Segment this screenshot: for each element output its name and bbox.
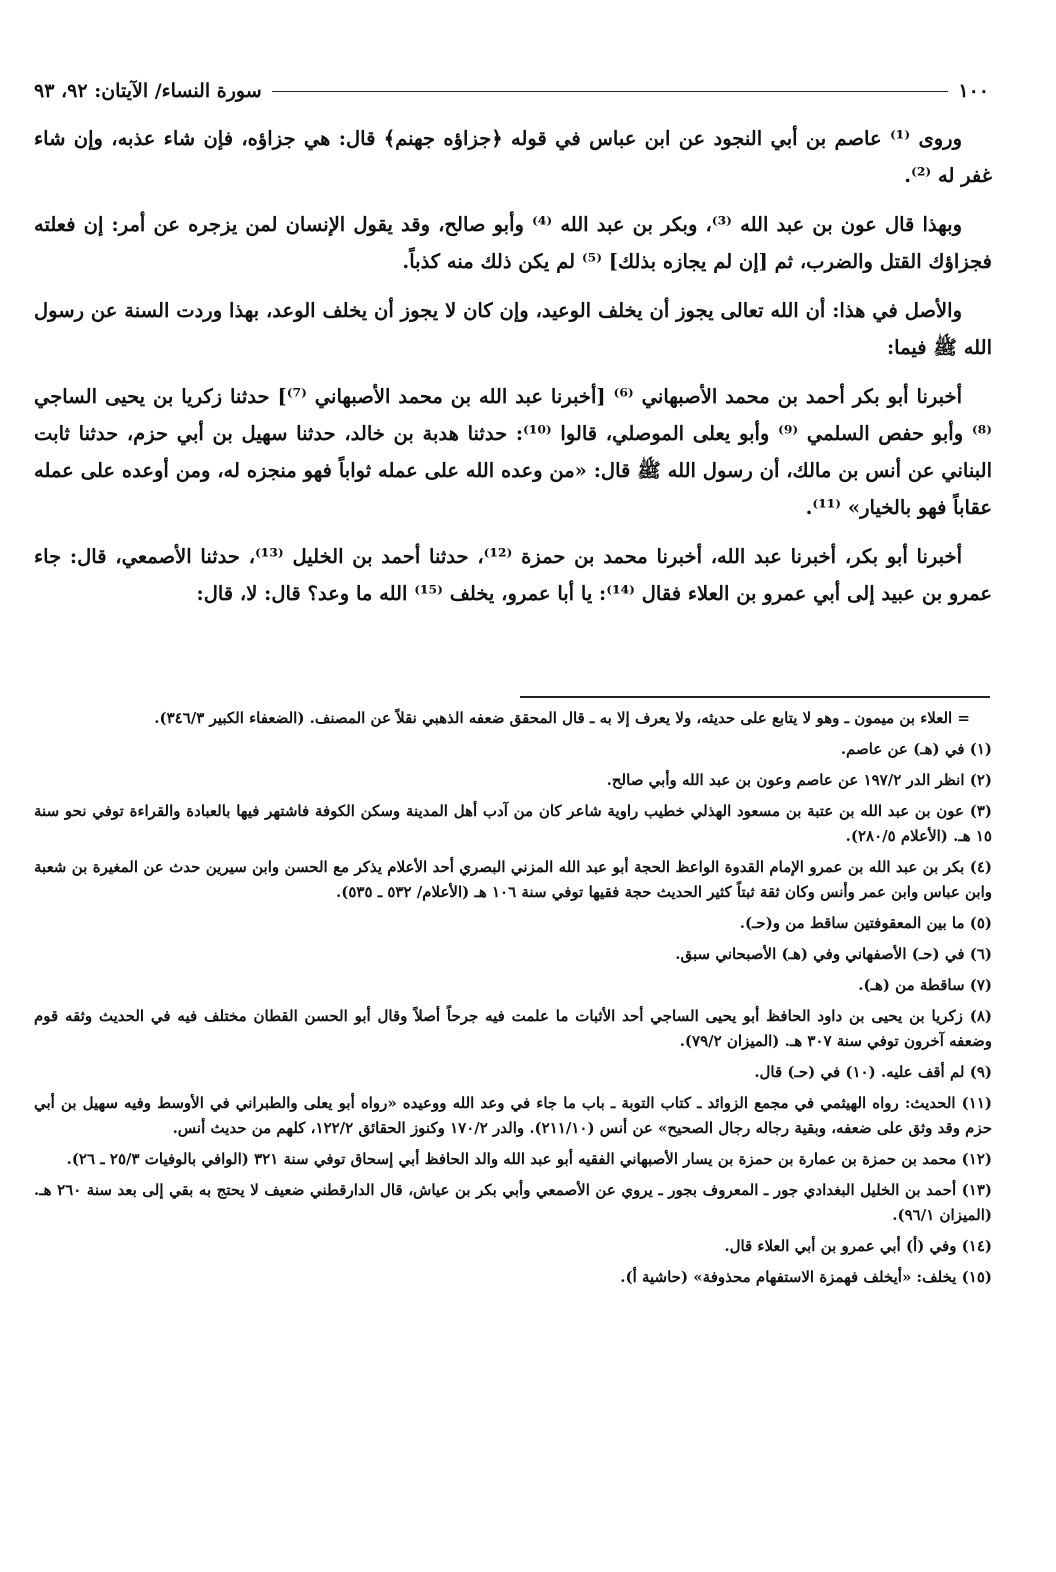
paragraph: أخبرنا أبو بكر أحمد بن محمد الأصبهاني ⁽⁶⁾ [أخبرنا عبد الله بن محمد الأصبهاني ⁽⁷⁾] حدثنا زكريا بن يحيى الساجي ⁽⁸⁾ وأبو حفص السلمي ⁽⁹⁾ وأبو يعلى الموصلي، قالوا ⁽¹⁰⁾: حدثنا هدبة بن خالد، حدثنا سهيل بن أبي حزم، حدثنا ثابت البناني عن أنس بن مالك، أن رسول الله ﷺ قال: «من وعده الله على عمله ثواباً فهو منجزه له، ومن أوعده على عمله عقاباً فهو بالخيار» ⁽¹¹⁾. xyxy=(34,385,992,519)
paragraph: أخبرنا أبو بكر، أخبرنا عبد الله، أخبرنا محمد بن حمزة ⁽¹²⁾، حدثنا أحمد بن الخليل ⁽¹³⁾، حدثنا الأصمعي، قال: جاء عمرو بن عبيد إلى أبي عمرو بن العلاء فقال ⁽¹⁴⁾: يا أبا عمرو، يخلف ⁽¹⁵⁾ الله ما وعد؟ قال: لا، قال: xyxy=(34,545,992,605)
footnote: (٧) ساقطة من (هـ). xyxy=(858,976,992,994)
page-number: ١٠٠ xyxy=(958,80,989,102)
footnote: (١٥) يخلف: «أيخلف فهمزة الاستفهام محذوفة» (حاشية أ). xyxy=(620,1268,992,1286)
footnote: (٥) ما بين المعقوفتين ساقط من و(حـ). xyxy=(739,914,992,932)
footnote: (١) في (هـ) عن عاصم. xyxy=(840,740,992,758)
footnote: (٤) بكر بن عبد الله بن عمرو الإمام القدوة الواعظ الحجة أبو عبد الله المزني البصري أحد الأعلام يذكر مع الحسن وابن سيرين حدث عن المغيرة بن شعبة وابن عباس وابن عمر وأنس وكان ثقة ثبتاً كثير الحديث حجة فقيها توفي سنة ١٠٦ هـ (الأعلام/ ٥٣٢ ـ ٥٣٥). xyxy=(34,858,992,901)
paragraph: والأصل في هذا: أن الله تعالى يجوز أن يخلف الوعيد، وإن كان لا يجوز أن يخلف الوعد، بهذا وردت السنة عن رسول الله ﷺ فيما: xyxy=(34,299,992,359)
paragraph: وروى ⁽¹⁾ عاصم بن أبي النجود عن ابن عباس في قوله ﴿جزاؤه جهنم﴾ قال: هي جزاؤه، فإن شاء عذبه، وإن شاء غفر له ⁽²⁾. xyxy=(34,127,992,187)
footnote: (١٤) وفي (أ) أبي عمرو بن أبي العلاء قال. xyxy=(724,1237,992,1255)
header-rule xyxy=(272,91,949,92)
running-head xyxy=(34,76,989,106)
footnote: (٩) لم أقف عليه. (١٠) في (حـ) قال. xyxy=(754,1063,992,1081)
footnote: (١١) الحديث: رواه الهيثمي في مجمع الزوائد ـ كتاب التوبة ـ باب ما جاء في وعد الله ووعيده «رواه أبو يعلى والطبراني في الأوسط وفيه سهيل بن أبي حزم وقد وثق على ضعفه، وبقية رجاله رجال الصحيح» عن أنس (٢١١/١٠). والدر ١٧٠/٢ وكنوز الحقائق ١٢٢/٢، كلهم من حديث أنس. xyxy=(34,1094,992,1137)
footnote: (٦) في (حـ) الأصفهاني وفي (هـ) الأصبحاني سبق. xyxy=(675,945,992,963)
footnote: (٨) زكريا بن يحيى بن داود الحافظ أبو يحيى الساجي أحد الأثبات ما علمت فيه جرحاً أصلاً وقال أبو الحسن القطان مختلف فيه في الحديث وثقه قوم وضعفه آخرون توفي سنة ٣٠٧ هـ. (الميزان ٧٩/٢). xyxy=(34,1007,992,1050)
paragraph: وبهذا قال عون بن عبد الله ⁽³⁾، وبكر بن عبد الله ⁽⁴⁾ وأبو صالح، وقد يقول الإنسان لمن يزجره عن أمر: إن فعلته فجزاؤك القتل والضرب، ثم [إن لم يجازه بذلك] ⁽⁵⁾ لم يكن ذلك منه كذباً. xyxy=(34,213,992,273)
footnote: (١٣) أحمد بن الخليل البغدادي جور ـ المعروف بجور ـ يروي عن الأصمعي وأبي بكر بن عياش، قال الدارقطني ضعيف لا يحتج به بقي إلى بعد سنة ٢٦٠ هـ. (الميزان ٩٦/١). xyxy=(34,1181,992,1224)
footnote: (٣) عون بن عبد الله بن عتبة بن مسعود الهذلي خطيب راوية شاعر كان من آدب أهل المدينة وسكن الكوفة فاشتهر فيها بالعبادة والقراءة توفي نحو سنة ١٥ هـ. (الأعلام ٢٨٠/٥). xyxy=(34,802,992,845)
footnotes xyxy=(34,706,992,1296)
main-text xyxy=(34,120,992,624)
footnote-separator xyxy=(520,696,990,698)
footnote: (٢) انظر الدر ١٩٧/٢ عن عاصم وعون بن عبد الله وأبي صالح. xyxy=(606,771,992,789)
running-title: سورة النساء/ الآيتان: ٩٢، ٩٣ xyxy=(34,80,262,102)
footnote: = العلاء بن ميمون ـ وهو لا يتابع على حديثه، ولا يعرف إلا به ـ قال المحقق ضعفه الذهبي نقلاً عن المصنف. (الضعفاء الكبير ٣٤٦/٣). xyxy=(154,709,970,727)
footnote: (١٢) محمد بن حمزة بن عمارة بن حمزة بن يسار الأصبهاني الفقيه أبو عبد الله والد الحافظ أبي إسحاق توفي سنة ٣٢١ (الوافي بالوفيات ٢٥/٣ ـ ٢٦). xyxy=(66,1150,992,1168)
